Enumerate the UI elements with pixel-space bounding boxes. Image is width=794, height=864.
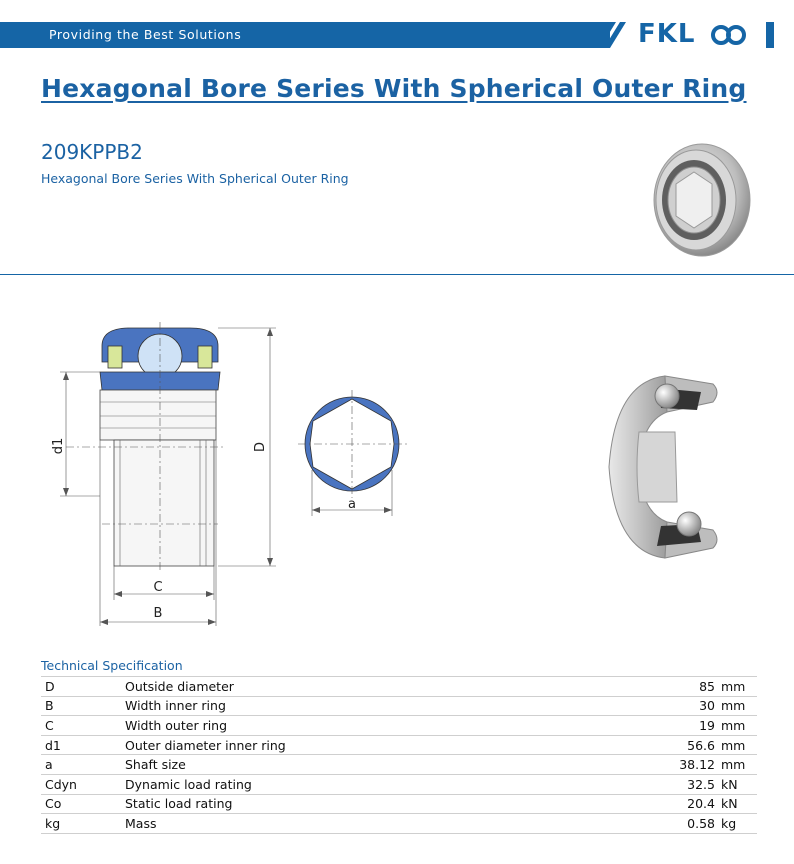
spec-value: 85 xyxy=(625,677,715,697)
spec-unit: kg xyxy=(715,814,757,834)
logo-slash-icon xyxy=(594,22,638,48)
spec-description: Static load rating xyxy=(125,794,625,814)
spec-value: 20.4 xyxy=(625,794,715,814)
spec-symbol: a xyxy=(41,755,125,775)
bearing-thumbnail xyxy=(650,142,754,258)
spec-description: Width outer ring xyxy=(125,716,625,736)
spec-description: Outside diameter xyxy=(125,677,625,697)
logo-wordmark: FKL xyxy=(638,19,696,49)
page-title: Hexagonal Bore Series With Spherical Outer Ring xyxy=(41,74,747,103)
spec-unit: mm xyxy=(715,755,757,775)
spec-value: 0.58 xyxy=(625,814,715,834)
brand-logo[interactable] xyxy=(594,19,794,49)
spec-description: Shaft size xyxy=(125,755,625,775)
dim-label-B: B xyxy=(153,606,163,621)
spec-symbol: Co xyxy=(41,794,125,814)
spec-title: Technical Specification xyxy=(41,658,183,673)
dim-label-a: a xyxy=(348,497,356,512)
dim-label-D: D xyxy=(253,441,268,453)
spec-unit: kN xyxy=(715,774,757,794)
spec-value: 19 xyxy=(625,716,715,736)
product-subtitle: Hexagonal Bore Series With Spherical Outer Ring xyxy=(41,171,349,186)
spec-value: 32.5 xyxy=(625,774,715,794)
dim-label-C: C xyxy=(153,580,163,595)
tagline: Providing the Best Solutions xyxy=(49,27,242,42)
spec-unit: mm xyxy=(715,696,757,716)
section-divider xyxy=(0,274,794,275)
spec-row xyxy=(41,716,757,736)
header-band xyxy=(0,22,610,48)
spec-description: Outer diameter inner ring xyxy=(125,735,625,755)
spec-unit: kN xyxy=(715,794,757,814)
spec-symbol: B xyxy=(41,696,125,716)
spec-row xyxy=(41,696,757,716)
spec-unit: mm xyxy=(715,716,757,736)
logo-rings-icon xyxy=(710,22,750,48)
spec-description: Width inner ring xyxy=(125,696,625,716)
spec-row xyxy=(41,794,757,814)
spec-unit: mm xyxy=(715,735,757,755)
header-bar xyxy=(0,19,794,49)
technical-drawing xyxy=(40,320,440,640)
spec-symbol: D xyxy=(41,677,125,697)
spec-row xyxy=(41,677,757,697)
spec-table xyxy=(41,676,757,834)
spec-row xyxy=(41,814,757,834)
spec-value: 30 xyxy=(625,696,715,716)
dim-label-d1: d1 xyxy=(51,437,66,455)
spec-row xyxy=(41,774,757,794)
product-code: 209KPPB2 xyxy=(41,140,143,164)
bearing-cutaway-render xyxy=(605,372,725,562)
spec-symbol: kg xyxy=(41,814,125,834)
spec-value: 56.6 xyxy=(625,735,715,755)
spec-description: Dynamic load rating xyxy=(125,774,625,794)
spec-symbol: C xyxy=(41,716,125,736)
spec-row xyxy=(41,735,757,755)
spec-row xyxy=(41,755,757,775)
spec-unit: mm xyxy=(715,677,757,697)
spec-description: Mass xyxy=(125,814,625,834)
spec-symbol: Cdyn xyxy=(41,774,125,794)
spec-value: 38.12 xyxy=(625,755,715,775)
spec-symbol: d1 xyxy=(41,735,125,755)
logo-end-bar xyxy=(766,22,774,48)
